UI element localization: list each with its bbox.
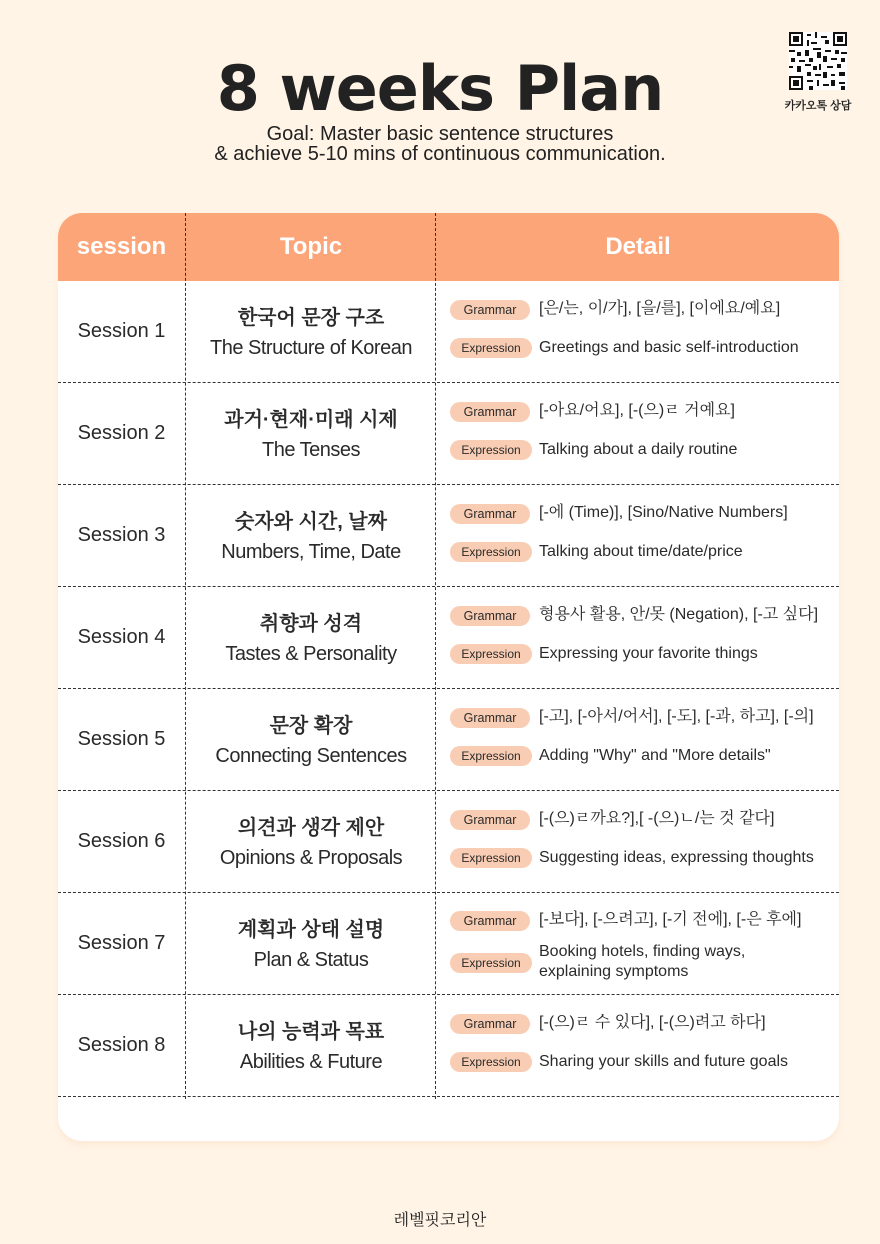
- session-label: Session 2: [77, 422, 166, 444]
- qr-label: 카카오톡 상담: [784, 100, 852, 112]
- goal-line-1: Goal: Master basic sentence structures: [266, 123, 614, 145]
- topic-english: The Structure of Korean: [210, 337, 412, 359]
- expression-line-1: Booking hotels, finding ways,: [539, 943, 746, 960]
- expression-line-1: Greetings and basic self-introduction: [539, 339, 799, 356]
- topic-english: Plan & Status: [253, 949, 369, 971]
- topic-korean: 계획과 상태 설명: [237, 919, 385, 941]
- grammar-text: 형용사 활용, 안/못 (Negation), [-고 싶다]: [539, 606, 819, 623]
- grammar-tag: Grammar: [450, 708, 530, 728]
- table-row: [58, 893, 839, 995]
- expression-text: [539, 848, 835, 868]
- expression-tag: Expression: [450, 338, 532, 358]
- session-label: Session 7: [77, 932, 166, 954]
- grammar-tag: Grammar: [450, 1014, 530, 1034]
- expression-tag: Expression: [450, 746, 532, 766]
- table-row: [58, 791, 839, 893]
- topic-korean: 문장 확장: [269, 715, 353, 737]
- table-row: [58, 587, 839, 689]
- expression-tag: Expression: [450, 440, 532, 460]
- expression-tag: Expression: [450, 1052, 532, 1072]
- grammar-text: [-(으)ㄹ 수 있다], [-(으)려고 하다]: [539, 1014, 766, 1031]
- expression-line-1: Sharing your skills and future goals: [539, 1053, 789, 1070]
- topic-english: Abilities & Future: [239, 1051, 383, 1073]
- expression-tag: Expression: [450, 542, 532, 562]
- table-row: [58, 995, 839, 1097]
- grammar-tag: Grammar: [450, 504, 530, 524]
- grammar-text: [은/는, 이/가], [을/를], [이에요/예요]: [539, 300, 781, 317]
- topic-korean: 취향과 성격: [259, 613, 363, 635]
- column-divider: [435, 213, 436, 1099]
- topic-korean: 의견과 생각 제안: [237, 817, 385, 839]
- expression-tag: Expression: [450, 953, 532, 973]
- expression-text: [539, 1052, 835, 1072]
- expression-line-1: Talking about a daily routine: [539, 441, 738, 458]
- topic-english: Opinions & Proposals: [219, 847, 403, 869]
- page-title: 8 weeks Plan: [216, 52, 664, 125]
- expression-tag: Expression: [450, 644, 532, 664]
- expression-text: [539, 338, 835, 358]
- topic-korean: 과거·현재·미래 시제: [224, 409, 398, 431]
- table-row: [58, 383, 839, 485]
- footer-brand: 레벨핏코리안: [393, 1212, 487, 1229]
- session-label: Session 1: [77, 320, 166, 342]
- grammar-text: [-에 (Time)], [Sino/Native Numbers]: [539, 504, 788, 521]
- goal-text: [0, 124, 880, 164]
- grammar-text: [-아요/어요], [-(으)ㄹ 거예요]: [539, 402, 735, 419]
- goal-line-2: & achieve 5-10 mins of continuous communication.: [214, 143, 666, 165]
- topic-english: Tastes & Personality: [225, 643, 397, 665]
- topic-english: Connecting Sentences: [215, 745, 407, 767]
- session-label: Session 5: [77, 728, 166, 750]
- table-row: [58, 485, 839, 587]
- topic-english: Numbers, Time, Date: [221, 541, 401, 563]
- session-label: Session 8: [77, 1034, 166, 1056]
- grammar-tag: Grammar: [450, 402, 530, 422]
- expression-text: [539, 542, 835, 562]
- header-topic: Topic: [279, 233, 343, 260]
- grammar-text: [-보다], [-으려고], [-기 전에], [-은 후에]: [539, 911, 802, 928]
- topic-korean: 숫자와 시간, 날짜: [235, 511, 387, 533]
- expression-line-1: Suggesting ideas, expressing thoughts: [539, 849, 814, 866]
- expression-tag: Expression: [450, 848, 532, 868]
- grammar-tag: Grammar: [450, 810, 530, 830]
- header-session: session: [76, 233, 167, 260]
- grammar-text: [-(으)ㄹ까요?],[ -(으)ㄴ/는 것 같다]: [539, 810, 775, 827]
- expression-text: [539, 644, 835, 664]
- table-row: [58, 281, 839, 383]
- grammar-tag: Grammar: [450, 911, 530, 931]
- topic-english: The Tenses: [261, 439, 361, 461]
- expression-line-1: Talking about time/date/price: [539, 543, 743, 560]
- session-label: Session 6: [77, 830, 166, 852]
- column-divider: [185, 213, 186, 1099]
- expression-text: [539, 746, 835, 766]
- topic-korean: 한국어 문장 구조: [237, 307, 385, 329]
- grammar-text: [-고], [-아서/어서], [-도], [-과, 하고], [-의]: [539, 708, 814, 725]
- expression-line-1: Adding "Why" and "More details": [539, 747, 771, 764]
- session-label: Session 3: [77, 524, 166, 546]
- qr-code-icon[interactable]: [789, 32, 847, 90]
- grammar-tag: Grammar: [450, 300, 530, 320]
- expression-text: [539, 942, 835, 982]
- expression-line-1: Expressing your favorite things: [539, 645, 758, 662]
- expression-text: [539, 440, 835, 460]
- plan-table: [58, 213, 839, 1141]
- grammar-tag: Grammar: [450, 606, 530, 626]
- table-header: [58, 213, 839, 281]
- expression-line-2: explaining symptoms: [539, 963, 689, 980]
- table-row: [58, 689, 839, 791]
- topic-korean: 나의 능력과 목표: [237, 1021, 385, 1043]
- header-detail: Detail: [605, 233, 671, 260]
- session-label: Session 4: [77, 626, 166, 648]
